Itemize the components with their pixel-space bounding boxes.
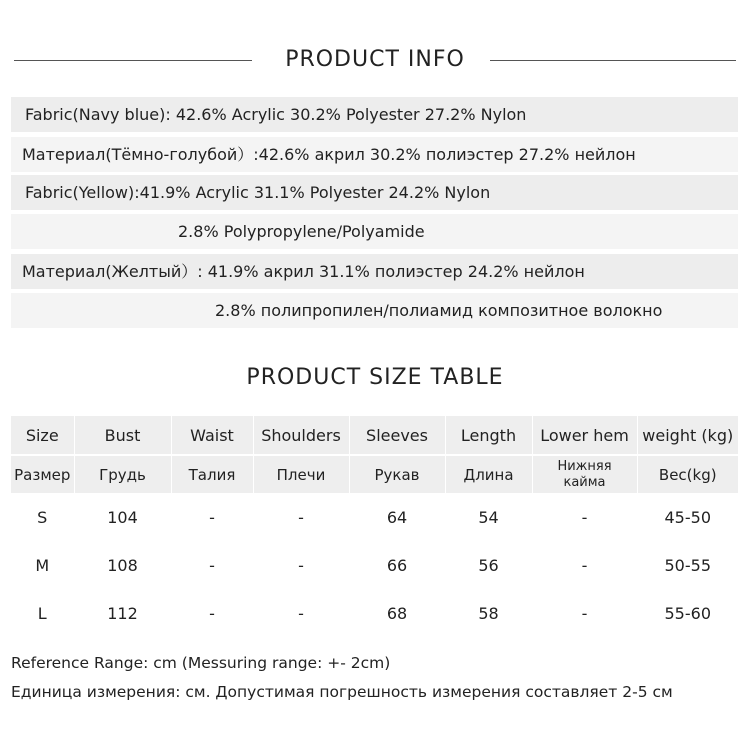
reference-range-note: Reference Range: cm (Messuring range: +- 2cm) — [11, 654, 391, 672]
cell-sleeves: 66 — [349, 541, 445, 589]
header-waist-ru: Талия — [171, 455, 253, 493]
cell-shoulders: - — [253, 589, 349, 637]
header-row-en — [11, 416, 738, 455]
header-lower-hem: Lower hem — [532, 416, 637, 455]
cell-shoulders: - — [253, 493, 349, 541]
measurement-unit-note-ru: Единица измерения: см. Допустимая погрешность измерения составляет 2-5 см — [11, 683, 673, 701]
cell-weight: 55-60 — [664, 603, 711, 623]
material-navy-ru-row — [11, 137, 738, 172]
product-info-heading: PRODUCT INFO — [285, 47, 465, 72]
fabric-navy-text: Fabric(Navy blue): 42.6% Acrylic 30.2% Polyester 27.2% Nylon — [25, 105, 527, 124]
cell-waist: - — [171, 589, 253, 637]
fabric-yellow-row — [11, 175, 738, 210]
table-row — [11, 493, 738, 541]
table-row — [11, 541, 738, 589]
cell-lower-hem: - — [532, 541, 637, 589]
material-yellow-ru-row — [11, 254, 738, 289]
material-yellow-ru-text-2: 2.8% полипропилен/полиамид композитное волокно — [215, 301, 663, 320]
size-table — [11, 416, 738, 637]
cell-lower-hem: - — [532, 493, 637, 541]
fabric-yellow-text-2: 2.8% Polypropylene/Polyamide — [178, 222, 425, 241]
cell-weight: 45-50 — [664, 507, 711, 527]
cell-weight: 50-55 — [664, 555, 711, 575]
header-bust-ru: Грудь — [74, 455, 171, 493]
header-lower-hem-ru: Нижняя кайма — [532, 455, 637, 493]
cell-size: M — [11, 541, 74, 589]
header-weight: weight (kg) — [637, 416, 738, 455]
cell-waist: - — [171, 541, 253, 589]
cell-bust: 104 — [74, 493, 171, 541]
cell-length: 54 — [445, 493, 532, 541]
product-info-heading-block — [0, 45, 750, 75]
header-shoulders-ru: Плечи — [253, 455, 349, 493]
material-yellow-ru-text: Материал(Желтый）: 41.9% акрил 31.1% полиэстер 24.2% нейлон — [22, 262, 585, 281]
size-table-heading-block — [0, 363, 750, 393]
fabric-yellow-text: Fabric(Yellow):41.9% Acrylic 31.1% Polyester 24.2% Nylon — [25, 183, 491, 202]
header-sleeves: Sleeves — [349, 416, 445, 455]
table-row — [11, 589, 738, 637]
cell-sleeves: 68 — [349, 589, 445, 637]
cell-length: 56 — [445, 541, 532, 589]
cell-size: S — [11, 493, 74, 541]
header-weight-ru: Вес(kg) — [637, 455, 738, 493]
header-length: Length — [445, 416, 532, 455]
header-size-ru: Размер — [11, 455, 74, 493]
header-length-ru: Длина — [445, 455, 532, 493]
cell-sleeves: 64 — [349, 493, 445, 541]
header-row-ru — [11, 455, 738, 493]
cell-bust: 108 — [74, 541, 171, 589]
header-bust: Bust — [74, 416, 171, 455]
header-waist: Waist — [171, 416, 253, 455]
cell-shoulders: - — [253, 541, 349, 589]
cell-size: L — [11, 589, 74, 637]
cell-lower-hem: - — [532, 589, 637, 637]
fabric-yellow-row-2 — [11, 214, 738, 249]
header-sleeves-ru: Рукав — [349, 455, 445, 493]
size-table-heading: PRODUCT SIZE TABLE — [246, 365, 504, 390]
material-yellow-ru-row-2 — [11, 293, 738, 328]
header-shoulders: Shoulders — [253, 416, 349, 455]
cell-waist: - — [171, 493, 253, 541]
cell-length: 58 — [445, 589, 532, 637]
cell-bust: 112 — [74, 589, 171, 637]
material-navy-ru-text: Материал(Тёмно-голубой）:42.6% акрил 30.2% полиэстер 27.2% нейлон — [22, 145, 636, 164]
fabric-navy-row — [11, 97, 738, 132]
header-size: Size — [11, 416, 74, 455]
